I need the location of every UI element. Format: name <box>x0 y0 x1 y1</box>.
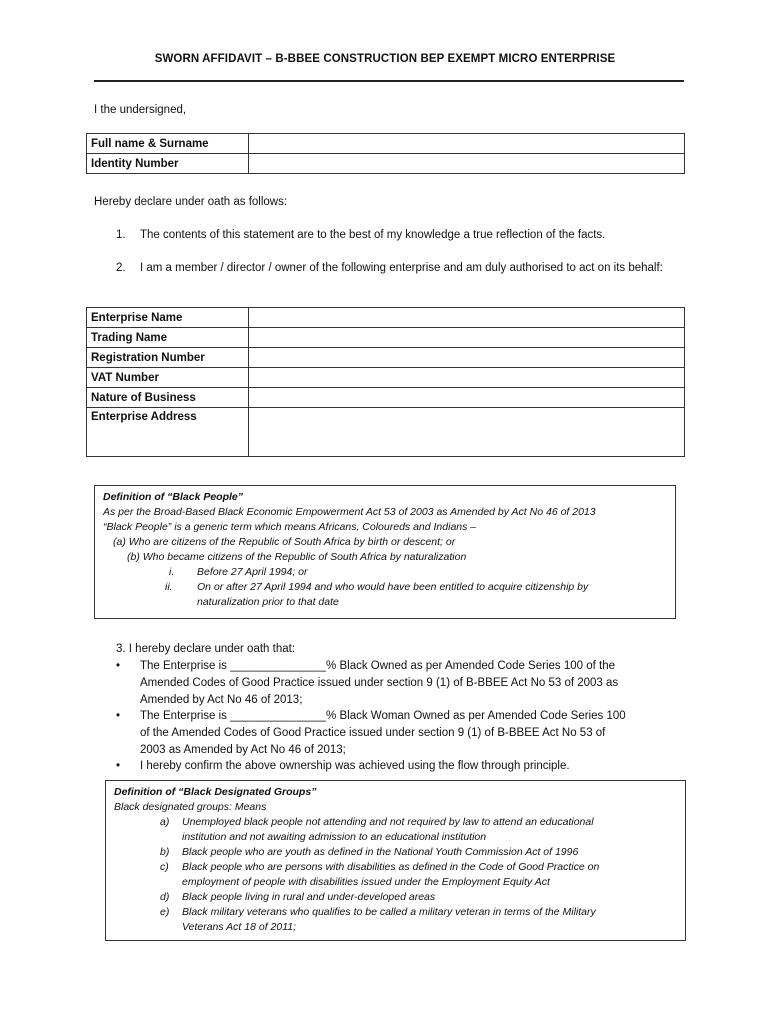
definition-line: As per the Broad-Based Black Economic Empowerment Act 53 of 2003 as Amended by Act No 46 of 2013 <box>103 506 596 518</box>
table-row <box>87 388 685 408</box>
definition-line: “Black People” is a generic term which means Africans, Coloureds and Indians – <box>103 521 477 533</box>
registration-number-label: Registration Number <box>87 348 249 368</box>
nature-of-business-field[interactable] <box>249 388 685 408</box>
title-underline <box>94 80 684 82</box>
identity-number-label: Identity Number <box>87 154 249 174</box>
bullet-line: Amended by Act No 46 of 2013; <box>140 694 303 706</box>
list-marker: c) <box>160 861 169 873</box>
registration-number-field[interactable] <box>249 348 685 368</box>
definition-clause-a: (a) Who are citizens of the Republic of South Africa by birth or descent; or <box>113 536 456 548</box>
designated-groups-definition-box <box>105 780 686 941</box>
list-marker: e) <box>160 906 170 918</box>
list-item-line: Black military veterans who qualifies to be called a military veteran in terms of the Military <box>182 906 596 918</box>
trading-name-field[interactable] <box>249 328 685 348</box>
list-item-line: Veterans Act 18 of 2011; <box>182 921 297 933</box>
table-row <box>87 328 685 348</box>
list-item-line: institution and not awaiting admission to an educational institution <box>182 831 487 843</box>
bullet-icon: • <box>116 710 121 722</box>
table-row <box>87 368 685 388</box>
table-row <box>87 134 685 154</box>
document-title: SWORN AFFIDAVIT – B-BBEE CONSTRUCTION BEP EXEMPT MICRO ENTERPRISE <box>154 53 616 65</box>
trading-name-label: Trading Name <box>87 328 249 348</box>
list-marker: b) <box>160 846 170 858</box>
table-row <box>87 154 685 174</box>
full-name-label: Full name & Surname <box>87 134 249 154</box>
item-text: The contents of this statement are to the best of my knowledge a true reflection of the facts. <box>140 229 606 241</box>
black-people-definition-box <box>94 485 676 619</box>
bullet-line: The Enterprise is _______________% Black Owned as per Amended Code Series 100 of the <box>140 660 616 672</box>
list-marker: a) <box>160 816 170 828</box>
subclause-number: ii. <box>165 581 173 593</box>
definition-heading: Definition of “Black Designated Groups” <box>114 786 317 798</box>
enterprise-name-field[interactable] <box>249 308 685 328</box>
subclause-number: i. <box>169 566 175 578</box>
enterprise-name-label: Enterprise Name <box>87 308 249 328</box>
table-row <box>87 408 685 457</box>
table-row <box>87 308 685 328</box>
item-text: I am a member / director / owner of the following enterprise and am duly authorised to act on its behalf: <box>140 262 663 274</box>
bullet-icon: • <box>116 660 121 672</box>
enterprise-address-field[interactable] <box>249 408 685 457</box>
definition-clause-b: (b) Who became citizens of the Republic of South Africa by naturalization <box>127 551 467 563</box>
subclause-text: On or after 27 April 1994 and who would have been entitled to acquire citizenship by <box>197 581 589 593</box>
subclause-text: Before 27 April 1994; or <box>197 566 308 578</box>
intro-text: I the undersigned, <box>94 104 187 116</box>
item-number: 2. <box>116 262 126 274</box>
identity-number-field[interactable] <box>249 154 685 174</box>
bullet-icon: • <box>116 760 121 772</box>
subclause-text: naturalization prior to that date <box>197 596 339 608</box>
vat-number-label: VAT Number <box>87 368 249 388</box>
list-marker: d) <box>160 891 170 903</box>
bullet-line: 2003 as Amended by Act No 46 of 2013; <box>140 744 346 756</box>
vat-number-field[interactable] <box>249 368 685 388</box>
table-row <box>87 348 685 368</box>
nature-of-business-label: Nature of Business <box>87 388 249 408</box>
declare-text: Hereby declare under oath as follows: <box>94 196 288 208</box>
list-item-line: Black people who are persons with disabilities as defined in the Code of Good Practice on <box>182 861 600 873</box>
bullet-line: I hereby confirm the above ownership was achieved using the flow through principle. <box>140 760 570 772</box>
list-item-line: Unemployed black people not attending and not required by law to attend an educational <box>182 816 594 828</box>
section-3-heading: 3. I hereby declare under oath that: <box>116 643 296 655</box>
bullet-line: of the Amended Codes of Good Practice issued under section 9 (1) of B-BBEE Act No 53 of <box>140 727 606 739</box>
list-item-line: Black people living in rural and under-developed areas <box>182 891 436 903</box>
enterprise-address-label: Enterprise Address <box>87 408 249 457</box>
list-item-line: Black people who are youth as defined in the National Youth Commission Act of 1996 <box>182 846 579 858</box>
definition-heading: Definition of “Black People” <box>103 491 244 503</box>
bullet-line: The Enterprise is _______________% Black Woman Owned as per Amended Code Series 100 <box>140 710 626 722</box>
list-item-line: employment of people with disabilities issued under the Employment Equity Act <box>182 876 550 888</box>
enterprise-table <box>86 307 685 457</box>
bullet-line: Amended Codes of Good Practice issued under section 9 (1) of B-BBEE Act No 53 of 2003 as <box>140 677 619 689</box>
definition-subheading: Black designated groups: Means <box>114 801 267 813</box>
full-name-field[interactable] <box>249 134 685 154</box>
item-number: 1. <box>116 229 126 241</box>
identity-table <box>86 133 685 174</box>
